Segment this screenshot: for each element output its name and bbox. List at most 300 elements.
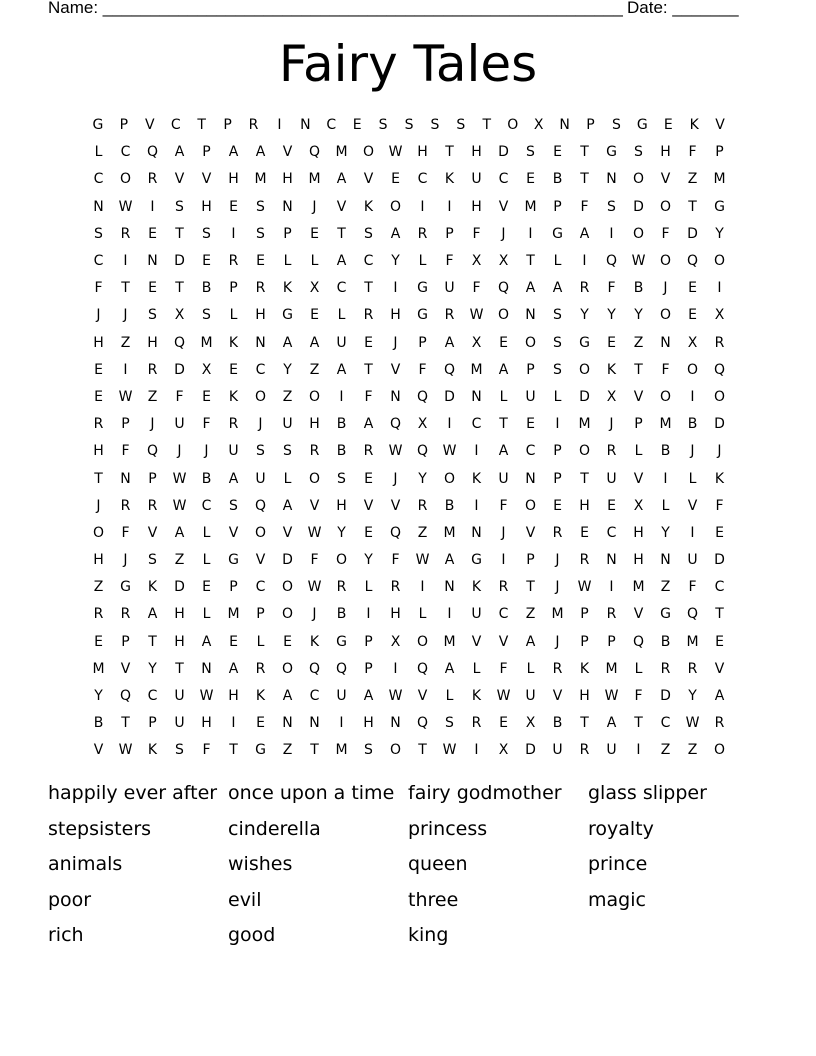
grid-letter: R (417, 497, 428, 514)
grid-letter: L (202, 552, 211, 569)
grid-letter: F (607, 280, 616, 297)
grid-letter: R (498, 579, 509, 596)
grid-letter: X (525, 715, 536, 732)
grid-letter: J (312, 606, 317, 623)
grid-letter: E (256, 253, 265, 270)
grid-letter: D (660, 688, 671, 705)
grid-letter: C (336, 280, 347, 297)
grid-row (85, 547, 733, 574)
grid-letter: F (202, 742, 211, 759)
grid-letter: T (526, 253, 535, 270)
grid-letter: R (579, 742, 590, 759)
grid-letter: H (201, 715, 212, 732)
grid-letter: A (228, 660, 239, 677)
grid-letter: T (337, 225, 346, 242)
grid-letter: O (659, 307, 672, 324)
grid-letter: S (256, 198, 265, 215)
grid-letter: E (499, 715, 508, 732)
grid-letter: E (202, 579, 211, 596)
grid-letter: X (533, 117, 544, 134)
grid-letter: A (363, 416, 374, 433)
grid-letter: S (553, 334, 562, 351)
grid-letter: T (445, 144, 454, 161)
grid-letter: U (336, 688, 347, 705)
grid-letter: V (363, 171, 374, 188)
grid-letter: W (307, 524, 322, 541)
grid-letter: Q (416, 660, 429, 677)
grid-letter: E (553, 497, 562, 514)
grid-letter: Y (283, 361, 292, 378)
grid-letter: J (177, 443, 182, 460)
grid-letter: U (606, 742, 617, 759)
word-list-item: stepsisters (48, 817, 152, 840)
grid-letter: C (309, 688, 320, 705)
grid-letter: J (717, 443, 722, 460)
grid-letter: A (174, 524, 185, 541)
grid-letter: W (388, 144, 403, 161)
grid-letter: T (499, 416, 508, 433)
grid-letter: A (525, 633, 536, 650)
grid-letter: N (390, 388, 401, 405)
grid-letter: Y (634, 307, 643, 324)
grid-letter: I (277, 117, 282, 134)
grid-letter: B (687, 416, 698, 433)
grid-letter: Z (525, 606, 536, 623)
grid-letter: R (552, 524, 563, 541)
grid-letter: R (248, 117, 259, 134)
grid-letter: Q (416, 443, 429, 460)
grid-row (85, 139, 733, 166)
grid-letter: D (174, 361, 185, 378)
grid-letter: A (444, 334, 455, 351)
grid-letter: O (632, 225, 645, 242)
grid-letter: S (229, 497, 238, 514)
grid-letter: J (663, 280, 668, 297)
grid-letter: J (501, 524, 506, 541)
grid-letter: U (687, 552, 698, 569)
grid-letter: E (663, 117, 673, 134)
grid-letter: P (364, 633, 373, 650)
grid-letter: H (93, 552, 104, 569)
word-list-item: three (408, 888, 459, 911)
grid-letter: Q (713, 361, 726, 378)
grid-letter: O (416, 633, 429, 650)
grid-letter: B (336, 443, 347, 460)
grid-letter: C (326, 117, 337, 134)
grid-row (85, 384, 733, 411)
grid-row (85, 330, 733, 357)
grid-letter: E (310, 225, 319, 242)
grid-letter: J (555, 579, 560, 596)
grid-letter: S (148, 552, 157, 569)
grid-letter: X (687, 334, 698, 351)
grid-letter: D (174, 579, 185, 596)
grid-letter: O (254, 388, 267, 405)
word-list-item: glass slipper (588, 782, 707, 804)
grid-letter: X (471, 334, 482, 351)
grid-letter: H (471, 198, 482, 215)
grid-letter: R (93, 416, 104, 433)
grid-letter: O (119, 171, 132, 188)
grid-letter: E (364, 470, 373, 487)
grid-letter: K (606, 361, 617, 378)
grid-letter: F (391, 552, 400, 569)
grid-letter: M (659, 416, 672, 433)
grid-letter: V (390, 497, 401, 514)
grid-letter: T (482, 117, 492, 134)
grid-letter: I (366, 606, 371, 623)
grid-letter: T (197, 117, 206, 134)
grid-letter: Y (94, 688, 103, 705)
grid-letter: E (229, 633, 238, 650)
word-list-item: evil (228, 888, 262, 911)
grid-letter: I (420, 198, 425, 215)
grid-letter: H (660, 144, 671, 161)
grid-letter: F (121, 443, 130, 460)
grid-row (85, 112, 733, 139)
grid-letter: K (444, 171, 455, 188)
grid-letter: B (336, 606, 347, 623)
grid-letter: Y (148, 660, 157, 677)
grid-letter: M (254, 171, 267, 188)
grid-letter: A (201, 633, 212, 650)
grid-letter: O (389, 742, 402, 759)
grid-letter: Z (687, 742, 698, 759)
grid-row (85, 248, 733, 275)
grid-letter: L (499, 388, 508, 405)
grid-letter: W (604, 688, 619, 705)
grid-letter: V (498, 633, 509, 650)
grid-letter: V (633, 606, 644, 623)
grid-letter: M (443, 524, 456, 541)
grid-letter: A (282, 334, 293, 351)
grid-letter: P (553, 198, 562, 215)
grid-letter: B (660, 633, 671, 650)
word-list-item: good (228, 924, 276, 946)
grid-letter: L (283, 253, 292, 270)
grid-letter: V (174, 171, 185, 188)
grid-letter: W (685, 715, 700, 732)
grid-letter: I (231, 715, 236, 732)
grid-row (85, 601, 733, 628)
grid-letter: L (688, 470, 697, 487)
grid-letter: U (174, 688, 185, 705)
grid-row (85, 357, 733, 384)
grid-letter: E (526, 416, 535, 433)
grid-letter: E (364, 524, 373, 541)
grid-letter: C (201, 497, 212, 514)
grid-letter: P (586, 117, 595, 134)
grid-letter: T (526, 579, 535, 596)
grid-letter: I (582, 253, 587, 270)
grid-letter: C (255, 361, 266, 378)
grid-letter: I (501, 552, 506, 569)
grid-letter: N (660, 552, 671, 569)
grid-letter: E (580, 524, 589, 541)
grid-letter: A (147, 606, 158, 623)
grid-letter: N (282, 715, 293, 732)
grid-letter: G (417, 307, 428, 324)
grid-letter: B (93, 715, 104, 732)
grid-letter: R (120, 497, 131, 514)
grid-letter: K (309, 633, 320, 650)
grid-letter: F (634, 688, 643, 705)
grid-letter: L (553, 253, 562, 270)
grid-letter: V (147, 524, 158, 541)
grid-letter: U (255, 470, 266, 487)
grid-letter: B (201, 280, 212, 297)
grid-letter: E (553, 144, 562, 161)
grid-letter: F (418, 361, 427, 378)
word-list-item: cinderella (228, 817, 321, 840)
grid-row (85, 683, 733, 710)
grid-letter: V (417, 688, 428, 705)
grid-letter: U (606, 470, 617, 487)
grid-letter: O (713, 742, 726, 759)
grid-letter: Q (308, 660, 321, 677)
grid-letter: A (498, 443, 509, 460)
grid-letter: R (363, 307, 374, 324)
grid-letter: N (471, 388, 482, 405)
grid-letter: E (94, 633, 103, 650)
grid-letter: R (471, 715, 482, 732)
grid-letter: R (444, 307, 455, 324)
grid-letter: L (553, 388, 562, 405)
grid-letter: N (390, 715, 401, 732)
grid-letter: S (364, 225, 373, 242)
grid-letter: S (337, 470, 346, 487)
grid-letter: M (470, 361, 483, 378)
grid-letter: P (445, 225, 454, 242)
grid-letter: P (148, 715, 157, 732)
grid-letter: S (175, 742, 184, 759)
grid-letter: P (229, 579, 238, 596)
word-list-item: queen (408, 853, 468, 875)
grid-letter: F (94, 280, 103, 297)
grid-letter: E (94, 361, 103, 378)
grid-letter: Q (146, 144, 159, 161)
grid-letter: U (336, 334, 347, 351)
grid-letter: L (256, 633, 265, 650)
grid-letter: Q (335, 660, 348, 677)
grid-letter: U (174, 416, 185, 433)
grid-letter: D (714, 416, 725, 433)
grid-letter: W (172, 470, 187, 487)
grid-letter: C (606, 524, 617, 541)
header-line (48, 0, 739, 18)
grid-letter: I (636, 742, 641, 759)
grid-letter: G (471, 552, 482, 569)
grid-letter: G (92, 117, 104, 134)
grid-letter: K (228, 334, 239, 351)
grid-letter: N (471, 524, 482, 541)
grid-letter: S (94, 225, 103, 242)
grid-letter: Q (416, 715, 429, 732)
grid-letter: I (528, 225, 533, 242)
grid-letter: P (553, 470, 562, 487)
grid-letter: A (174, 144, 185, 161)
name-field-label: Name: _______________________________________________________ (48, 0, 623, 17)
grid-letter: J (123, 552, 128, 569)
grid-letter: M (335, 144, 348, 161)
grid-letter: M (686, 633, 699, 650)
grid-letter: O (524, 334, 537, 351)
grid-letter: Y (661, 524, 670, 541)
grid-letter: I (339, 715, 344, 732)
grid-letter: S (202, 307, 211, 324)
grid-letter: F (499, 497, 508, 514)
grid-letter: F (175, 388, 184, 405)
grid-letter: A (714, 688, 725, 705)
grid-letter: F (580, 198, 589, 215)
grid-letter: N (525, 470, 536, 487)
grid-letter: S (148, 307, 157, 324)
grid-letter: V (282, 144, 293, 161)
grid-letter: P (553, 443, 562, 460)
grid-letter: I (474, 742, 479, 759)
grid-letter: G (282, 307, 293, 324)
grid-letter: I (231, 225, 236, 242)
grid-letter: M (524, 198, 537, 215)
grid-row (85, 629, 733, 656)
grid-letter: N (201, 660, 212, 677)
grid-letter: O (578, 361, 591, 378)
grid-letter: P (715, 144, 724, 161)
grid-letter: K (228, 388, 239, 405)
grid-letter: A (228, 470, 239, 487)
grid-letter: E (499, 334, 508, 351)
grid-letter: M (605, 660, 618, 677)
grid-letter: V (336, 198, 347, 215)
grid-letter: O (443, 470, 456, 487)
grid-letter: F (688, 144, 697, 161)
grid-letter: M (92, 660, 105, 677)
grid-letter: R (417, 225, 428, 242)
grid-letter: H (579, 688, 590, 705)
grid-letter: D (714, 552, 725, 569)
grid-letter: J (555, 552, 560, 569)
grid-letter: K (255, 688, 266, 705)
grid-letter: Q (605, 253, 618, 270)
grid-letter: F (661, 361, 670, 378)
grid-letter: E (148, 225, 157, 242)
grid-letter: I (123, 253, 128, 270)
grid-letter: H (174, 606, 185, 623)
grid-letter: V (120, 660, 131, 677)
grid-letter: B (633, 280, 644, 297)
grid-letter: Q (686, 606, 699, 623)
grid-letter: V (552, 688, 563, 705)
grid-letter: U (174, 715, 185, 732)
grid-letter: Q (308, 144, 321, 161)
grid-letter: Z (633, 334, 644, 351)
grid-letter: T (364, 361, 373, 378)
grid-letter: Z (282, 388, 293, 405)
grid-letter: E (229, 198, 238, 215)
grid-letter: T (148, 633, 157, 650)
grid-letter: S (553, 361, 562, 378)
grid-letter: V (93, 742, 104, 759)
grid-letter: Z (687, 171, 698, 188)
grid-letter: V (633, 388, 644, 405)
grid-letter: I (447, 416, 452, 433)
grid-letter: C (660, 715, 671, 732)
grid-letter: N (660, 334, 671, 351)
grid-letter: O (362, 144, 375, 161)
grid-letter: C (525, 443, 536, 460)
grid-letter: Q (497, 280, 510, 297)
word-list-item: once upon a time (228, 782, 395, 804)
grid-letter: D (687, 225, 698, 242)
grid-letter: S (364, 742, 373, 759)
grid-letter: W (631, 253, 646, 270)
grid-letter: T (175, 225, 184, 242)
grid-letter: R (255, 660, 266, 677)
grid-letter: Q (254, 497, 267, 514)
grid-letter: R (120, 225, 131, 242)
grid-letter: P (119, 117, 129, 134)
grid-letter: S (445, 715, 454, 732)
grid-letter: R (579, 552, 590, 569)
grid-row (85, 166, 733, 193)
grid-letter: W (469, 307, 484, 324)
grid-letter: T (580, 171, 589, 188)
grid-letter: Q (443, 361, 456, 378)
grid-letter: O (632, 171, 645, 188)
grid-letter: K (282, 280, 293, 297)
grid-letter: K (147, 579, 158, 596)
grid-letter: M (713, 171, 726, 188)
grid-letter: Z (309, 361, 320, 378)
grid-letter: F (202, 416, 211, 433)
grid-letter: O (389, 198, 402, 215)
grid-letter: L (364, 579, 373, 596)
grid-letter: Z (147, 388, 158, 405)
grid-letter: O (713, 388, 726, 405)
grid-letter: K (579, 660, 590, 677)
grid-letter: S (202, 225, 211, 242)
grid-letter: E (256, 715, 265, 732)
word-list-item: happily ever after (48, 782, 218, 804)
grid-letter: W (118, 388, 133, 405)
grid-letter: T (715, 606, 724, 623)
grid-letter: E (148, 280, 157, 297)
grid-letter: S (430, 117, 440, 134)
grid-letter: L (94, 144, 103, 161)
grid-row (85, 465, 733, 492)
grid-letter: I (447, 606, 452, 623)
grid-letter: I (447, 198, 452, 215)
grid-letter: V (145, 117, 155, 134)
grid-letter: N (606, 171, 617, 188)
grid-letter: D (633, 198, 644, 215)
grid-letter: X (174, 307, 185, 324)
grid-row (85, 737, 733, 764)
grid-letter: B (201, 470, 212, 487)
grid-letter: H (309, 416, 320, 433)
grid-letter: S (378, 117, 388, 134)
grid-letter: B (660, 443, 671, 460)
grid-letter: O (713, 253, 726, 270)
grid-letter: I (609, 579, 614, 596)
grid-letter: E (352, 117, 362, 134)
grid-letter: X (498, 253, 509, 270)
grid-letter: B (552, 715, 563, 732)
grid-letter: L (202, 606, 211, 623)
grid-letter: P (526, 552, 535, 569)
grid-letter: W (199, 688, 214, 705)
grid-letter: W (388, 688, 403, 705)
